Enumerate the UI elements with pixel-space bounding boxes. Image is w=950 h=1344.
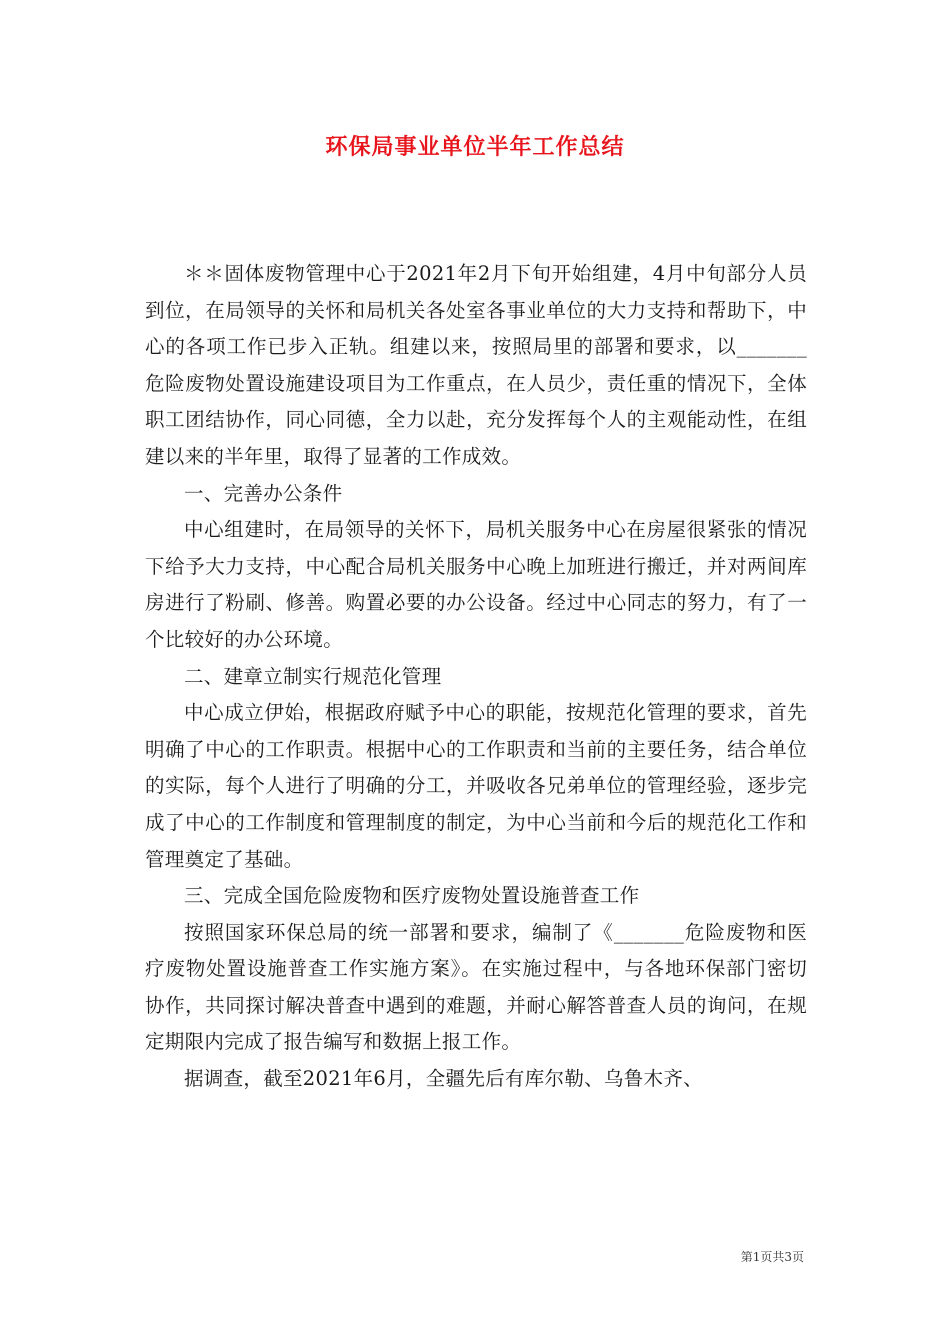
section-2-heading: 二、建章立制实行规范化管理 [184, 664, 442, 688]
closing-paragraph: 据调查，截至2021年6月，全疆先后有库尔勒、乌鲁木齐、 [184, 1067, 703, 1091]
document-body [145, 256, 807, 1098]
section-1-paragraph: 中心组建时，在局领导的关怀下，局机关服务中心在房屋很紧张的情况下给予大力支持，中心配合局机关服务中心晚上加班进行搬迁，并对两间库房进行了粉刷、修善。购置必要的办公设备。经过中心同志的努力，有了一个比较好的办公环境。 [145, 518, 807, 651]
intro-paragraph: ＊＊固体废物管理中心于2021年2月下旬开始组建，4月中旬部分人员到位，在局领导的关怀和局机关各处室各事业单位的大力支持和帮助下，中心的各项工作已步入正轨。组建以来，按照局里的部署和要求，以_______危险废物处置设施建设项目为工作重点，在人员少，责任重的情况下，全体职工团结协作，同心同德，全力以赴，充分发挥每个人的主观能动性，在组建以来的半年里，取得了显著的工作成效。 [145, 262, 807, 468]
section-3-paragraph: 按照国家环保总局的统一部署和要求，编制了《_______危险废物和医疗废物处置设施普查工作实施方案》。在实施过程中，与各地环保部门密切协作，共同探讨解决普查中遇到的难题，并耐心解答普查人员的询问，在规定期限内完成了报告编写和数据上报工作。 [145, 920, 807, 1054]
section-2-paragraph: 中心成立伊始，根据政府赋予中心的职能，按规范化管理的要求，首先明确了中心的工作职责。根据中心的工作职责和当前的主要任务，结合单位的实际，每个人进行了明确的分工，并吸收各兄弟单位的管理经验，逐步完成了中心的工作制度和管理制度的制定，为中心当前和今后的规范化工作和管理奠定了基础。 [145, 701, 807, 871]
section-3-heading: 三、完成全国危险废物和医疗废物处置设施普查工作 [184, 884, 640, 908]
page-number: 第1页共3页 [740, 1250, 804, 1264]
document-title: 环保局事业单位半年工作总结 [325, 135, 625, 160]
section-1-heading: 一、完善办公条件 [184, 481, 343, 505]
